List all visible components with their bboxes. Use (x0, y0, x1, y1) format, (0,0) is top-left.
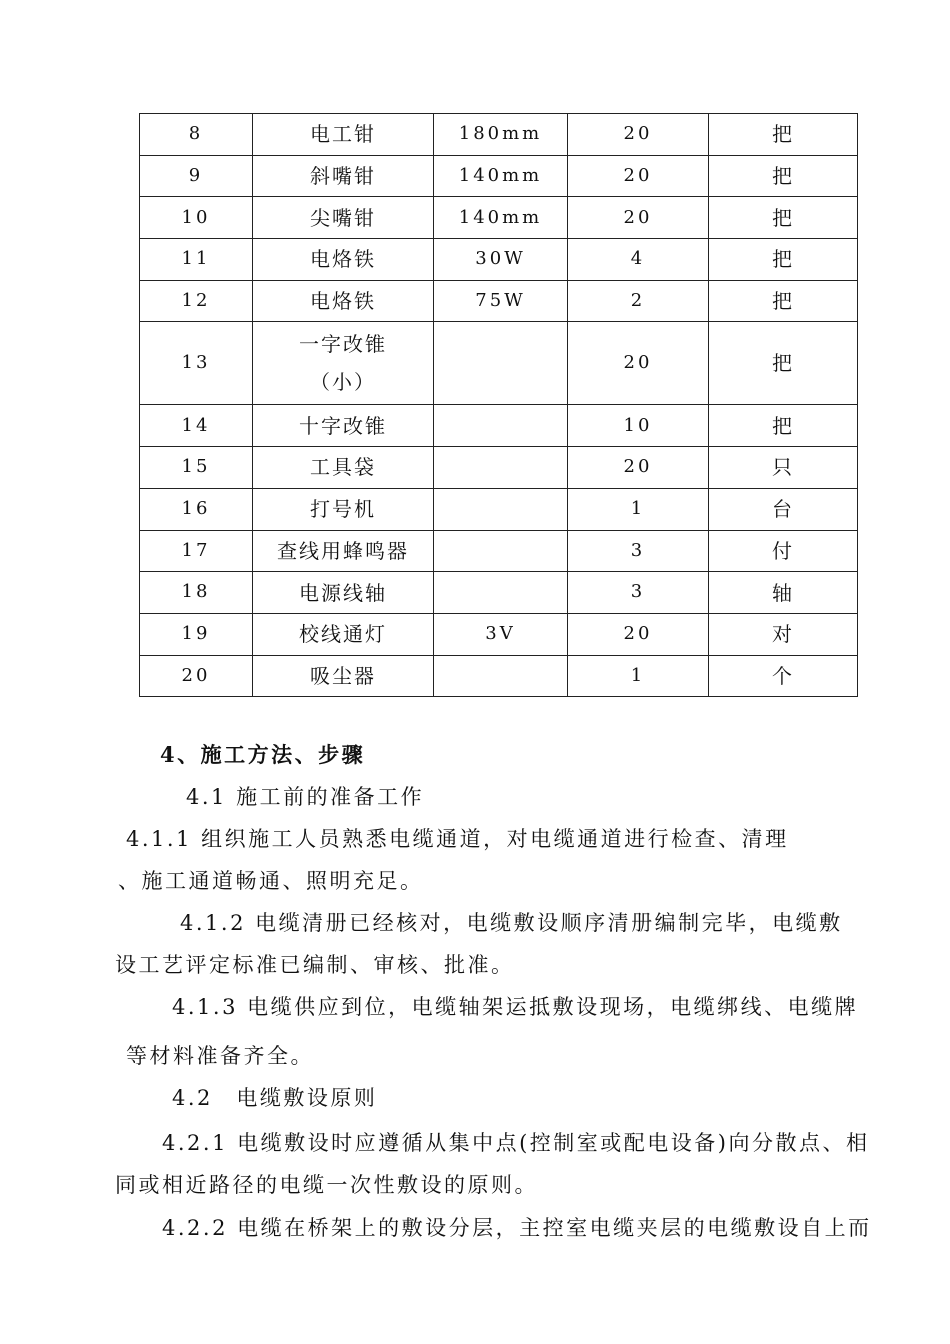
tool-unit: 把 (709, 197, 858, 239)
table-row (140, 239, 858, 281)
table-row (140, 572, 858, 614)
tool-name (253, 322, 434, 405)
tool-name: 校线通灯 (253, 613, 434, 655)
section-heading-4: 4、施工方法、步骤 (160, 742, 366, 767)
table-row (140, 488, 858, 530)
subsection-heading-4-2: 4.2 电缆敷设原则 (172, 1086, 378, 1110)
paragraph-4-1-2-line1: 4.1.2 电缆清册已经核对，电缆敷设顺序清册编制完毕，电缆敷 (180, 911, 843, 935)
tool-name: 查线用蜂鸣器 (253, 530, 434, 572)
table-row (140, 197, 858, 239)
tool-quantity: 20 (568, 114, 709, 156)
tool-quantity: 1 (568, 655, 709, 697)
table-row (140, 405, 858, 447)
tool-unit: 把 (709, 239, 858, 281)
tool-unit: 付 (709, 530, 858, 572)
row-number: 11 (140, 239, 253, 281)
tool-spec: 30W (434, 239, 568, 281)
tool-quantity: 20 (568, 613, 709, 655)
paragraph-4-1-3-line1: 4.1.3 电缆供应到位，电缆轴架运抵敷设现场，电缆绑线、电缆牌 (172, 995, 859, 1019)
row-number: 19 (140, 613, 253, 655)
tool-name: 尖嘴钳 (253, 197, 434, 239)
tool-name: 工具袋 (253, 447, 434, 489)
tool-quantity: 20 (568, 322, 709, 405)
tool-spec (434, 447, 568, 489)
tool-quantity: 4 (568, 239, 709, 281)
paragraph-4-2-2-line1: 4.2.2 电缆在桥架上的敷设分层，主控室电缆夹层的电缆敷设自上而 (162, 1216, 872, 1240)
tool-spec: 140mm (434, 197, 568, 239)
tool-spec (434, 405, 568, 447)
table-row (140, 613, 858, 655)
table-row (140, 114, 858, 156)
tool-name: 斜嘴钳 (253, 155, 434, 197)
tool-unit: 个 (709, 655, 858, 697)
table-row (140, 155, 858, 197)
table-row (140, 530, 858, 572)
tool-name: 电烙铁 (253, 239, 434, 281)
tool-unit: 把 (709, 322, 858, 405)
tool-unit: 对 (709, 613, 858, 655)
tool-name-line1: 一字改锥 (299, 332, 387, 357)
row-number: 18 (140, 572, 253, 614)
tool-unit: 轴 (709, 572, 858, 614)
tool-spec: 75W (434, 280, 568, 322)
tool-spec: 3V (434, 613, 568, 655)
tool-unit: 把 (709, 155, 858, 197)
paragraph-4-1-1-line2: 、施工通道畅通、照明充足。 (118, 869, 424, 893)
tool-name: 电工钳 (253, 114, 434, 156)
row-number: 16 (140, 488, 253, 530)
row-number: 9 (140, 155, 253, 197)
row-number: 14 (140, 405, 253, 447)
paragraph-4-1-1-line1: 4.1.1 组织施工人员熟悉电缆通道，对电缆通道进行检查、清理 (126, 827, 789, 851)
tool-spec: 180mm (434, 114, 568, 156)
tool-quantity: 3 (568, 572, 709, 614)
tool-spec: 140mm (434, 155, 568, 197)
row-number: 8 (140, 114, 253, 156)
tool-spec (434, 322, 568, 405)
tool-spec (434, 530, 568, 572)
row-number: 10 (140, 197, 253, 239)
tool-unit: 把 (709, 114, 858, 156)
row-number: 17 (140, 530, 253, 572)
paragraph-4-1-2-line2: 设工艺评定标准已编制、审核、批准。 (115, 953, 515, 977)
subsection-heading-4-1: 4.1 施工前的准备工作 (186, 785, 425, 809)
tool-name: 吸尘器 (253, 655, 434, 697)
tool-spec (434, 655, 568, 697)
tool-name: 电源线轴 (253, 572, 434, 614)
tool-name: 十字改锥 (253, 405, 434, 447)
row-number: 15 (140, 447, 253, 489)
tool-quantity: 3 (568, 530, 709, 572)
tool-quantity: 2 (568, 280, 709, 322)
row-number: 13 (140, 322, 253, 405)
table-row (140, 322, 858, 405)
tool-name: 打号机 (253, 488, 434, 530)
paragraph-4-1-3-line2: 等材料准备齐全。 (126, 1044, 314, 1068)
tool-quantity: 20 (568, 447, 709, 489)
tool-quantity: 20 (568, 197, 709, 239)
tool-name: 电烙铁 (253, 280, 434, 322)
table-row (140, 447, 858, 489)
row-number: 20 (140, 655, 253, 697)
table-row (140, 280, 858, 322)
tool-spec (434, 488, 568, 530)
tools-table (139, 113, 858, 697)
table-row (140, 655, 858, 697)
row-number: 12 (140, 280, 253, 322)
tool-unit: 只 (709, 447, 858, 489)
tool-quantity: 10 (568, 405, 709, 447)
tool-unit: 台 (709, 488, 858, 530)
paragraph-4-2-1-line1: 4.2.1 电缆敷设时应遵循从集中点(控制室或配电设备)向分散点、相 (162, 1131, 870, 1155)
tool-unit: 把 (709, 405, 858, 447)
tool-name-line2: （小） (310, 370, 376, 395)
tool-quantity: 1 (568, 488, 709, 530)
tool-spec (434, 572, 568, 614)
tool-unit: 把 (709, 280, 858, 322)
tool-quantity: 20 (568, 155, 709, 197)
paragraph-4-2-1-line2: 同或相近路径的电缆一次性敷设的原则。 (115, 1173, 538, 1197)
